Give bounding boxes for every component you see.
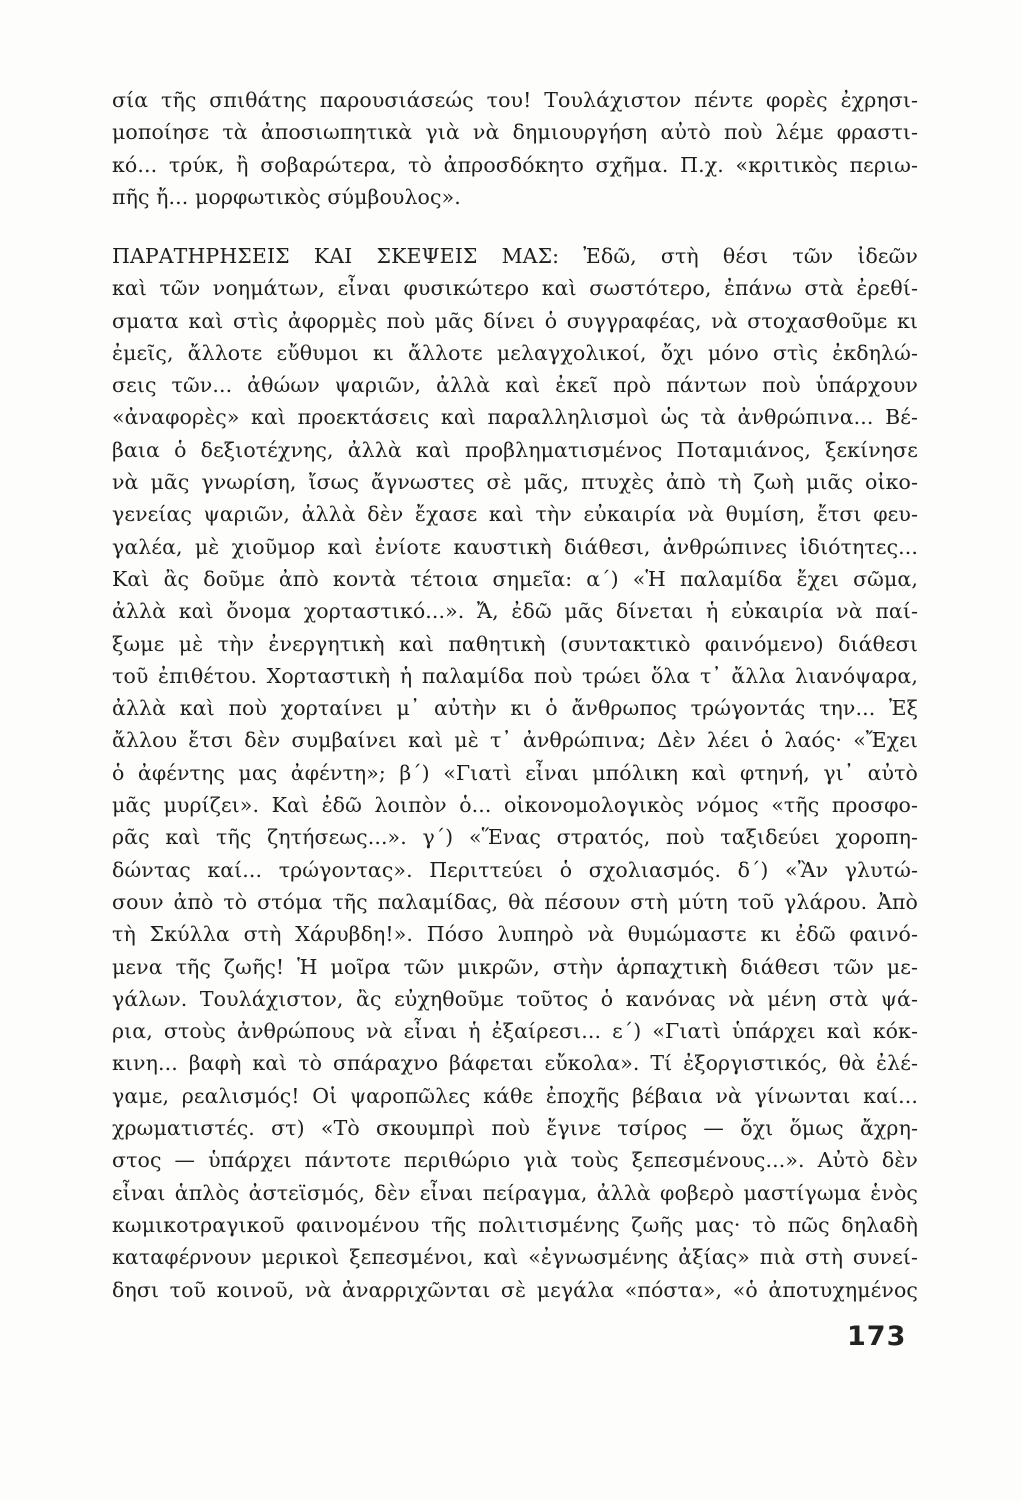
text-line: σουν ἀπὸ τὸ στόμα τῆς παλαμίδας, θὰ πέσουν στὴ μύτη τοῦ γλάρου. Ἀπὸ: [112, 889, 918, 914]
text-line: ξωμε μὲ τὴν ἐνεργητικὴ καὶ παθητικὴ (συντακτικὸ φαινόμενο) διάθεσι: [112, 631, 918, 656]
text-line: γάλων. Τουλάχιστον, ἂς εὐχηθοῦμε τοῦτος ὁ κανόνας νὰ μένη στὰ ψά-: [112, 986, 918, 1011]
text-line: δώντας καί... τρώγοντας». Περιττεύει ὁ σχολιασμός. δ΄) «Ἂν γλυτώ-: [112, 857, 918, 882]
text-line: τὴ Σκύλλα στὴ Χάρυβδη!». Πόσο λυπηρὸ νὰ θυμώμαστε κι ἐδῶ φαινό-: [112, 922, 918, 947]
paragraph-continuation: [112, 84, 918, 213]
text-line: ὁ ἀφέντης μας ἀφέντη»; β΄) «Γιατὶ εἶναι μπόλικη καὶ φτηνή, γι᾽ αὐτὸ: [112, 760, 918, 785]
text-line: ρᾶς καὶ τῆς ζητήσεως...». γ΄) «Ἕνας στρατός, ποὺ ταξιδεύει χοροπη-: [112, 825, 918, 850]
text-line: μᾶς μυρίζει». Καὶ ἐδῶ λοιπὸν ὁ... οἰκονομολογικὸς νόμος «τῆς προσφο-: [112, 793, 918, 818]
text-line: βαια ὁ δεξιοτέχνης, ἀλλὰ καὶ προβληματισμένος Ποταμιάνος, ξεκίνησε: [112, 437, 918, 462]
text-line: ἀλλὰ καὶ ποὺ χορταίνει μ᾽ αὐτὴν κι ὁ ἄνθρωπος τρώγοντάς την... Ἐξ: [112, 696, 918, 721]
text-line: ρια, στοὺς ἀνθρώπους νὰ εἶναι ἡ ἐξαίρεσι... ε΄) «Γιατὶ ὑπάρχει καὶ κόκ-: [112, 1019, 918, 1044]
text-line: μοποίησε τὰ ἀποσιωπητικὰ γιὰ νὰ δημιουργήση αὐτὸ ποὺ λέμε φραστι-: [112, 120, 918, 145]
text-line: γενείας ψαριῶν, ἀλλὰ δὲν ἔχασε καὶ τὴν εὐκαιρία νὰ θυμίση, ἔτσι φευ-: [112, 502, 918, 527]
paragraph-observations: [112, 240, 918, 1306]
text-line: δησι τοῦ κοινοῦ, νὰ ἀναρριχῶνται σὲ μεγάλα «πόστα», «ὁ ἀποτυχημένος: [112, 1277, 918, 1302]
text-line: ἐμεῖς, ἄλλοτε εὔθυμοι κι ἄλλοτε μελαγχολικοί, ὄχι μόνο στὶς ἐκδηλώ-: [112, 340, 918, 365]
text-line: καταφέρνουν μερικοὶ ξεπεσμένοι, καὶ «ἐγνωσμένης ἀξίας» πιὰ στὴ συνεί-: [112, 1245, 918, 1270]
text-line: σία τῆς σπιθάτης παρουσιάσεώς του! Τουλάχιστον πέντε φορὲς ἐχρησι-: [112, 88, 918, 112]
text-line: ἄλλου ἔτσι δὲν συμβαίνει καὶ μὲ τ᾽ ἀνθρώπινα; Δὲν λέει ὁ λαός· «Ἔχει: [112, 728, 918, 753]
page-number: 173: [847, 1321, 907, 1352]
text-line: χρωματιστές. στ) «Τὸ σκουμπρὶ ποὺ ἔγινε τσίρος — ὄχι ὅμως ἄχρη-: [112, 1116, 918, 1141]
text-line: κό... τρύκ, ἢ σοβαρώτερα, τὸ ἀπροσδόκητο σχῆμα. Π.χ. «κριτικὸς περιω-: [112, 152, 918, 177]
text-line: τοῦ ἐπιθέτου. Χορταστικὴ ἡ παλαμίδα ποὺ τρώει ὅλα τ᾽ ἄλλα λιανόψαρα,: [112, 663, 918, 688]
text-line: γαμε, ρεαλισμός! Οἱ ψαροπῶλες κάθε ἐποχῆς βέβαια νὰ γίνωνται καί...: [112, 1083, 918, 1108]
text-line: κωμικοτραγικοῦ φαινομένου τῆς πολιτισμένης ζωῆς μας· τὸ πῶς δηλαδὴ: [112, 1212, 918, 1237]
text-line: γαλέα, μὲ χιοῦμορ καὶ ἐνίοτε καυστικὴ διάθεσι, ἀνθρώπινες ἰδιότητες...: [112, 534, 918, 559]
text-line: εἶναι ἁπλὸς ἀστεϊσμός, δὲν εἶναι πείραγμα, ἀλλὰ φοβερὸ μαστίγωμα ἑνὸς: [112, 1180, 918, 1205]
text-line: «ἀναφορὲς» καὶ προεκτάσεις καὶ παραλληλισμοὶ ὡς τὰ ἀνθρώπινα... Βέ-: [112, 405, 918, 430]
text-line: Καὶ ἂς δοῦμε ἀπὸ κοντὰ τέτοια σημεῖα: α΄) «Ἡ παλαμίδα ἔχει σῶμα,: [112, 566, 918, 591]
text-line: στος — ὑπάρχει πάντοτε περιθώριο γιὰ τοὺς ξεπεσμένους...». Αὐτὸ δὲν: [112, 1148, 918, 1173]
text-line: ἀλλὰ καὶ ὄνομα χορταστικό...». Ἄ, ἐδῶ μᾶς δίνεται ἡ εὐκαιρία νὰ παί-: [112, 599, 918, 624]
text-line: σματα καὶ στὶς ἀφορμὲς ποὺ μᾶς δίνει ὁ συγγραφέας, νὰ στοχασθοῦμε κι: [112, 308, 918, 333]
text-line: καὶ τῶν νοημάτων, εἶναι φυσικώτερο καὶ σωστότερο, ἐπάνω στὰ ἐρεθί-: [112, 276, 918, 301]
text-line: ΠΑΡΑΤΗΡΗΣΕΙΣ ΚΑΙ ΣΚΕΨΕΙΣ ΜΑΣ: Ἐδῶ, στὴ θέσι τῶν ἰδεῶν: [112, 244, 918, 268]
text-line: κινη... βαφὴ καὶ τὸ σπάραχνο βάφεται εὔκολα». Τί ἐξοργιστικός, θὰ ἐλέ-: [112, 1051, 918, 1076]
text-line: μενα τῆς ζωῆς! Ἡ μοῖρα τῶν μικρῶν, στὴν ἁρπαχτικὴ διάθεσι τῶν με-: [112, 954, 918, 979]
text-line: νὰ μᾶς γνωρίση, ἴσως ἄγνωστες σὲ μᾶς, πτυχὲς ἀπὸ τὴ ζωὴ μιᾶς οἰκο-: [112, 470, 918, 495]
text-line: πῆς ἤ... μορφωτικὸς σύμβουλος».: [112, 184, 461, 209]
text-line: σεις τῶν... ἀθώων ψαριῶν, ἀλλὰ καὶ ἐκεῖ πρὸ πάντων ποὺ ὑπάρχουν: [112, 373, 918, 398]
